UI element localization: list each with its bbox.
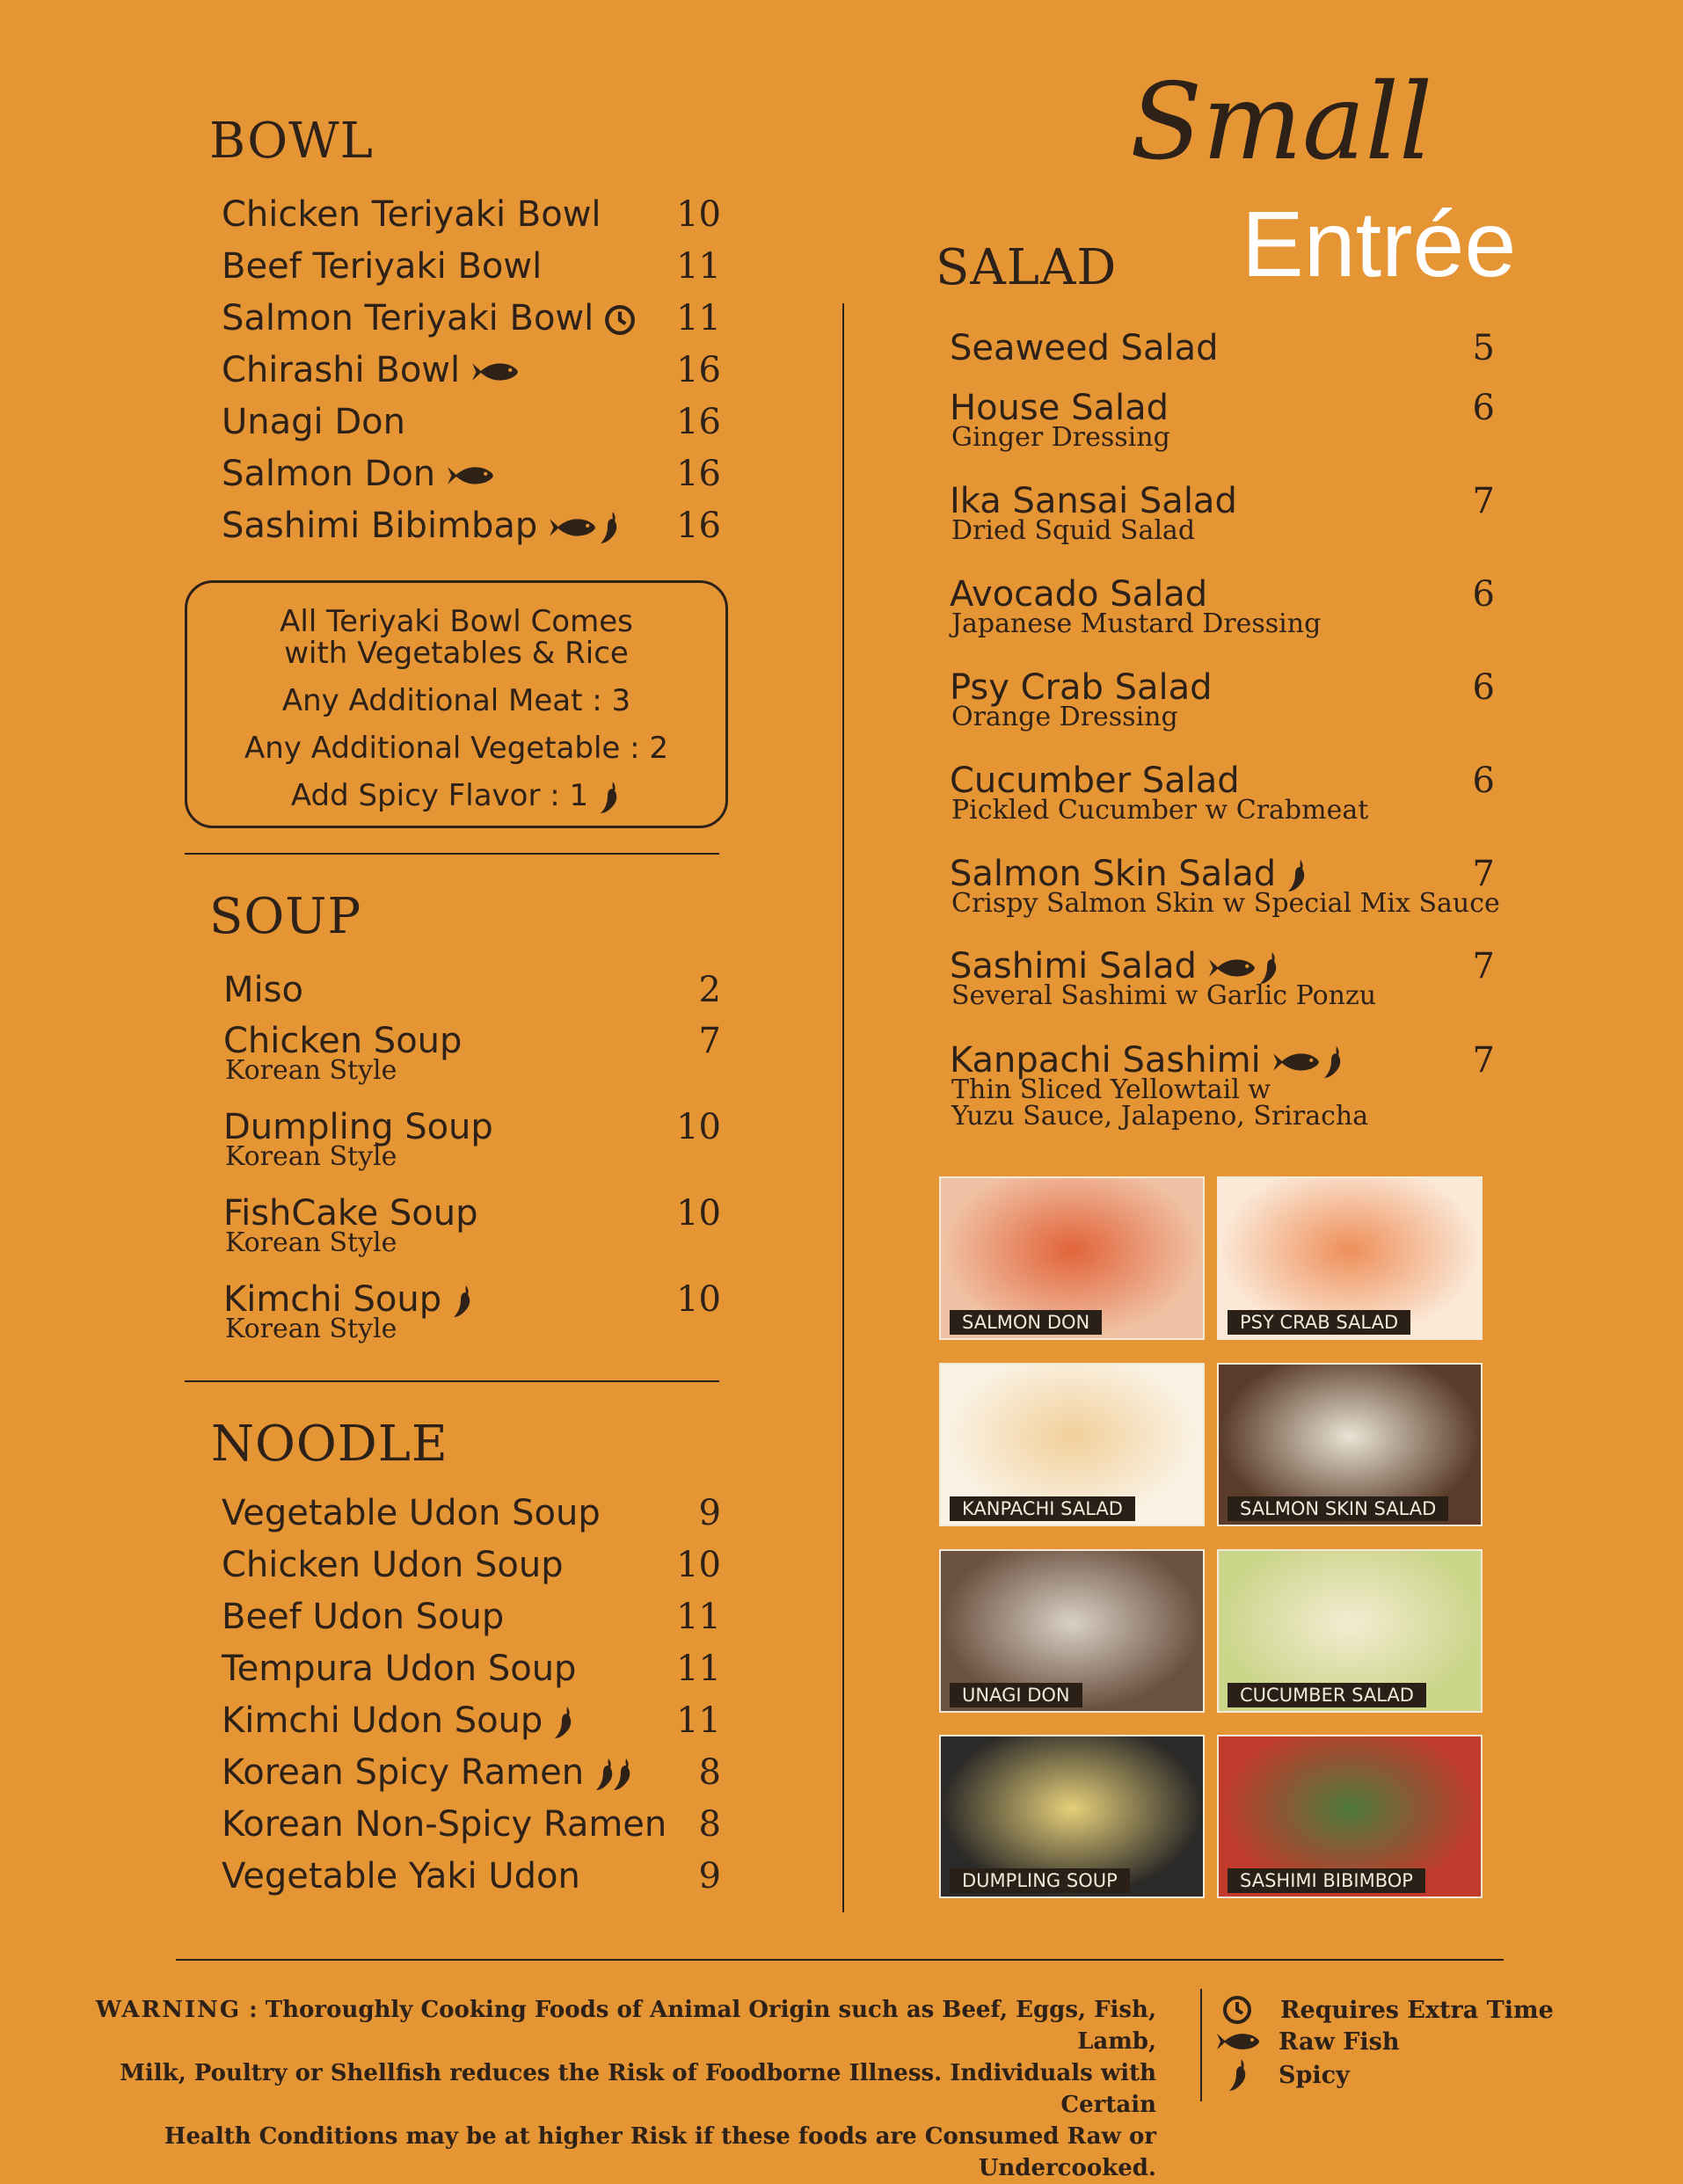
menu-item-icons [594,1757,635,1792]
menu-item-price: 9 [698,1493,721,1533]
menu-item [222,1803,667,1845]
warning-line: Milk, Poultry or Shellfish reduces the Risk of Foodborne Illness. Individuals with Certain [120,2060,1156,2118]
menu-item [222,1596,504,1638]
title-script: Small [1130,62,1433,184]
pepper-icon [599,780,622,815]
menu-item-name: Kanpachi Sashimi [950,1040,1261,1081]
note-line-text: Add Spicy Flavor : 1 [290,778,589,813]
menu-item-price: 8 [698,1804,721,1845]
menu-item-price: 7 [1472,946,1495,986]
food-photo [1217,1735,1483,1898]
menu-item-icons [553,1705,576,1740]
menu-item-name: Unagi Don [222,402,405,442]
menu-item-price: 11 [676,1597,721,1637]
menu-item [222,1751,635,1794]
menu-item-name: Kimchi Soup [223,1279,442,1320]
note-line: All Teriyaki Bowl Comes [280,604,633,639]
food-photo-caption: CUCUMBER SALAD [1228,1683,1426,1707]
menu-item-name: Salmon Don [222,454,436,494]
food-photo-caption: PSY CRAB SALAD [1228,1310,1410,1335]
note-line: Any Additional Meat : 3 [281,683,631,718]
menu-item-price: 10 [676,1279,721,1320]
title-main: Entrée [1242,193,1517,296]
menu-item [222,505,622,547]
menu-item-name: Seaweed Salad [950,328,1219,368]
menu-item-name: Sashimi Bibimbap [222,506,538,546]
menu-item-price: 10 [676,1545,721,1585]
menu-item-price: 16 [676,402,721,442]
menu-item-description: Japanese Mustard Dressing [951,608,1322,639]
menu-item-name: Ika Sansai Salad [950,481,1237,521]
menu-item [222,1855,580,1897]
menu-item-name: Sashimi Salad [950,946,1197,986]
menu-item-price: 10 [676,1107,721,1147]
food-photo [1217,1549,1483,1713]
pepper-icon [599,510,622,545]
note-line: with Vegetables & Rice [284,636,629,671]
fish-icon [446,463,495,488]
menu-item-name: Avocado Salad [950,574,1208,615]
menu-item-price: 10 [676,1193,721,1234]
menu-item-price: 7 [1472,854,1495,894]
legend-row [1206,2059,1350,2091]
menu-item-name: Beef Udon Soup [222,1597,505,1637]
menu-item-price: 8 [698,1752,721,1793]
menu-item-description: Korean Style [225,1227,397,1258]
menu-item-price: 6 [1472,761,1495,801]
menu-item-price: 6 [1472,388,1495,428]
fish-icon [1271,1050,1321,1074]
menu-item-icons [470,360,520,384]
menu-item [222,193,601,236]
menu-item-name: Chicken Teriyaki Bowl [222,194,601,235]
menu-item-price: 11 [676,246,721,287]
clock-icon [604,304,636,336]
menu-item [222,1648,576,1690]
menu-item-icons [1271,1045,1345,1080]
menu-item-description: Ginger Dressing [951,422,1170,453]
warning-text [88,1994,1156,2184]
food-photo-caption: DUMPLING SOUP [950,1868,1130,1893]
menu-item-price: 11 [676,1649,721,1689]
menu-item-icons [446,463,495,488]
pepper-icon [1228,2057,1250,2093]
note-line [187,776,725,815]
menu-item-price: 2 [698,970,721,1010]
menu-item-price: 11 [676,1700,721,1741]
menu-item-description: Thin Sliced Yellowtail w [951,1074,1271,1105]
legend-label: Raw Fish [1279,2027,1400,2056]
menu-item-description: Dried Squid Salad [951,515,1196,546]
menu-item-name: FishCake Soup [223,1193,478,1234]
legend-row [1206,1994,1554,2026]
warning-label: WARNING [95,1997,242,2023]
food-photo-caption: SALMON DON [950,1310,1102,1335]
bowl-section-title: BOWL [209,113,374,170]
fish-icon [548,515,597,540]
soup-section-title: SOUP [209,888,362,945]
food-photo [1217,1363,1483,1526]
column-divider [842,303,844,1912]
menu-item-price: 7 [1472,481,1495,521]
food-photo-caption: SASHIMI BIBIMBOP [1228,1868,1425,1893]
footer-divider [176,1959,1504,1961]
footer-column-divider [1200,1989,1202,2101]
food-photo [939,1735,1205,1898]
food-photo [939,1176,1205,1340]
legend-label: Spicy [1279,2061,1350,2089]
salad-section-title: SALAD [936,239,1118,296]
menu-item-price: 9 [698,1856,721,1896]
menu-item-description: Pickled Cucumber w Crabmeat [951,795,1369,826]
menu-item-name: House Salad [950,388,1169,428]
menu-item-name: Dumpling Soup [223,1107,493,1147]
food-photo [939,1363,1205,1526]
menu-item-description: Korean Style [225,1314,397,1344]
fish-icon [1207,956,1257,980]
menu-item [223,969,303,1011]
noodle-section-title: NOODLE [211,1416,448,1473]
clock-icon [1222,1995,1252,2025]
menu-item-description: Crispy Salmon Skin w Special Mix Sauce [951,888,1500,919]
menu-item-name: Korean Non-Spicy Ramen [222,1804,667,1845]
menu-item-price: 6 [1472,667,1495,708]
menu-item [222,1492,601,1534]
note-line: Any Additional Vegetable : 2 [244,731,669,766]
menu-item-name: Kimchi Udon Soup [222,1700,543,1741]
menu-item-name: Vegetable Yaki Udon [222,1856,580,1896]
warning-line: WARNING : Thoroughly Cooking Foods of Animal Origin such as Beef, Eggs, Fish, Lamb, [95,1997,1156,2055]
menu-item-name: Tempura Udon Soup [222,1649,577,1689]
double-pepper-icon [594,1757,635,1792]
divider [185,1380,719,1382]
food-photo-caption: UNAGI DON [950,1683,1082,1707]
fish-icon [470,360,520,384]
menu-item-price: 16 [676,506,721,546]
menu-item [950,327,1218,369]
menu-item-price: 11 [676,298,721,339]
pepper-icon [553,1705,576,1740]
menu-item-name: Salmon Teriyaki Bowl [222,298,594,339]
menu-item [222,297,636,339]
menu-item-icons [548,510,622,545]
menu-item-price: 16 [676,454,721,494]
menu-item-name: Salmon Skin Salad [950,854,1277,894]
menu-item [222,1700,576,1742]
menu-item [222,1544,564,1586]
food-photo-caption: KANPACHI SALAD [950,1496,1135,1521]
warning-line: Health Conditions may be at higher Risk if these foods are Consumed Raw or Undercooked. [164,2123,1156,2181]
menu-item [222,349,520,391]
menu-item-name: Chicken Udon Soup [222,1545,564,1585]
menu-item [222,453,495,495]
legend-row [1206,2026,1399,2057]
menu-item-name: Psy Crab Salad [950,667,1213,708]
pepper-icon [452,1284,475,1319]
menu-item-price: 7 [1472,1040,1495,1081]
menu-item-description: Korean Style [225,1141,397,1172]
menu-item-name: Korean Spicy Ramen [222,1752,585,1793]
menu-item-price: 6 [1472,574,1495,615]
menu-item-price: 10 [676,194,721,235]
menu-item-name: Chicken Soup [223,1021,463,1061]
menu-item-price: 16 [676,350,721,390]
menu-item-description: Orange Dressing [951,702,1178,732]
menu-item-price: 7 [698,1021,721,1061]
food-photo [939,1549,1205,1713]
menu-item-icons [452,1284,475,1319]
menu-item [222,245,542,288]
menu-item-name: Chirashi Bowl [222,350,461,390]
menu-item-description: Several Sashimi w Garlic Ponzu [951,980,1377,1011]
menu-item-description: Yuzu Sauce, Jalapeno, Sriracha [951,1101,1369,1132]
fish-icon [1215,2030,1261,2053]
menu-item-name: Cucumber Salad [950,761,1240,801]
bowl-note-box [185,580,728,828]
menu-item-price: 5 [1472,328,1495,368]
legend-label: Requires Extra Time [1280,1996,1554,2024]
pepper-icon [1322,1045,1345,1080]
food-photo [1217,1176,1483,1340]
menu-item-icons [604,304,636,336]
menu-item-name: Beef Teriyaki Bowl [222,246,543,287]
divider [185,853,719,855]
menu-item-description: Korean Style [225,1055,397,1086]
menu-item [222,401,405,443]
food-photo-caption: SALMON SKIN SALAD [1228,1496,1448,1521]
menu-item-name: Miso [223,970,303,1010]
menu-item-name: Vegetable Udon Soup [222,1493,601,1533]
